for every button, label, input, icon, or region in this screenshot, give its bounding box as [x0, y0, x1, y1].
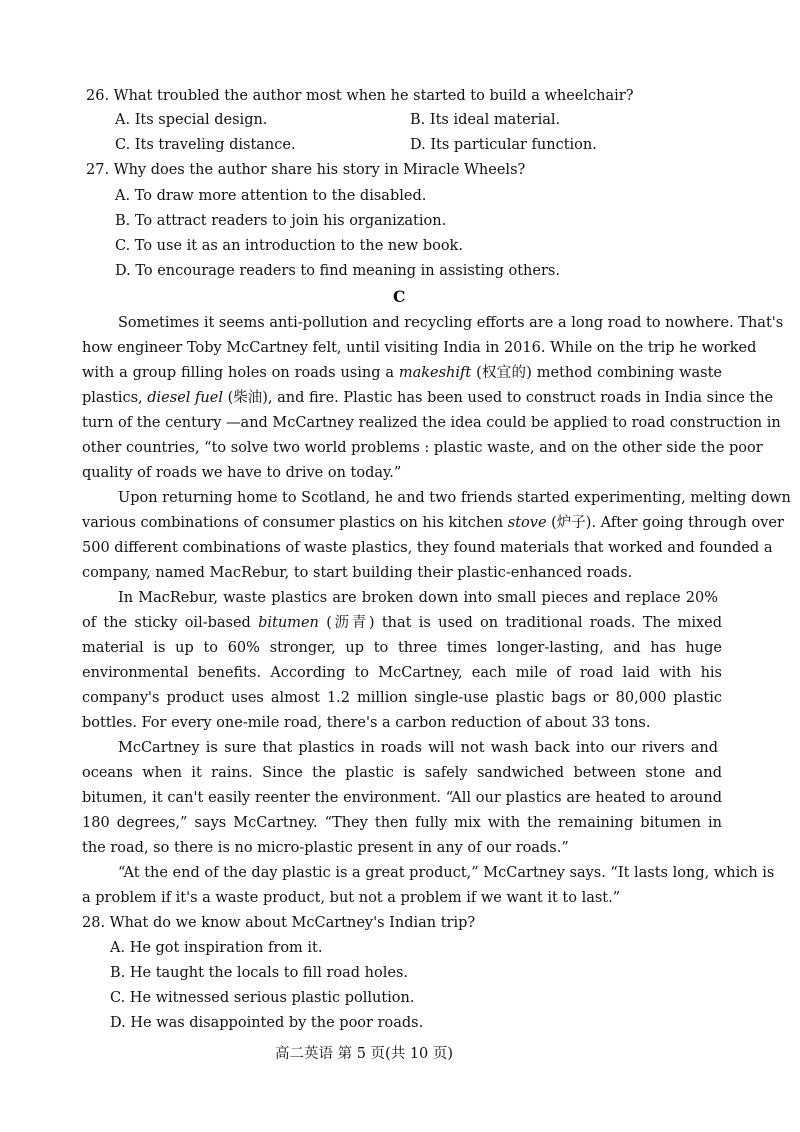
term-makeshift: makeshift [398, 365, 472, 381]
passage-p2-line3: 500 different combinations of waste plastics, they found materials that worked and founded a [82, 540, 773, 556]
passage-p4-line4: 180 degrees,” says McCartney. “They then fully mix with the remaining bitumen in [82, 815, 722, 831]
passage-p1-line5: turn of the century —and McCartney realized the idea could be applied to road construction in [82, 415, 781, 431]
question-28-option-c: C. He witnessed serious plastic pollution. [110, 990, 415, 1006]
question-28-stem: 28. What do we know about McCartney's Indian trip? [82, 915, 476, 931]
passage-p2-line2: various combinations of consumer plastics on his kitchen stove (炉子). After going through over [82, 515, 784, 531]
question-26-option-c: C. Its traveling distance. [115, 137, 296, 153]
passage-p4-line5: the road, so there is no micro-plastic present in any of our roads.” [82, 840, 569, 856]
passage-p1-line3: with a group filling holes on roads using a makeshift (权宜的) method combining waste [82, 365, 723, 381]
passage-p3-line2: of the sticky oil-based bitumen (沥青) that is used on traditional roads. The mixed [82, 615, 723, 631]
question-27-stem: 27. Why does the author share his story in Miracle Wheels? [86, 162, 526, 178]
passage-p3-line1: In MacRebur, waste plastics are broken down into small pieces and replace 20% [118, 590, 718, 606]
term-stove: stove [507, 515, 547, 531]
passage-p1-line2: how engineer Toby McCartney felt, until visiting India in 2016. While on the trip he worked [82, 340, 757, 356]
question-27-option-a: A. To draw more attention to the disabled. [115, 188, 427, 204]
question-27-option-d: D. To encourage readers to find meaning in assisting others. [115, 263, 560, 279]
passage-p4-line3: bitumen, it can't easily reenter the environment. “All our plastics are heated to around [82, 790, 722, 806]
question-28-option-a: A. He got inspiration from it. [110, 940, 323, 956]
passage-p4-line2: oceans when it rains. Since the plastic is safely sandwiched between stone and [82, 765, 722, 781]
passage-p4-line1: McCartney is sure that plastics in roads will not wash back into our rivers and [118, 740, 718, 756]
passage-p1-line6: other countries, “to solve two world problems : plastic waste, and on the other side the poor [82, 440, 763, 456]
question-26-option-d: D. Its particular function. [410, 137, 597, 153]
passage-p3-line5: company's product uses almost 1.2 million single-use plastic bags or 80,000 plastic [82, 690, 722, 706]
question-26-option-b: B. Its ideal material. [410, 112, 561, 128]
section-c-heading: C [393, 287, 406, 306]
passage-p3-line3: material is up to 60% stronger, up to three times longer-lasting, and has huge [82, 640, 722, 656]
question-28-option-b: B. He taught the locals to fill road holes. [110, 965, 409, 981]
passage-p1-line7: quality of roads we have to drive on today.” [82, 465, 402, 481]
passage-p2-line4: company, named MacRebur, to start building their plastic-enhanced roads. [82, 565, 633, 581]
passage-p3-line4: environmental benefits. According to McCartney, each mile of road laid with his [82, 665, 722, 681]
question-27-option-b: B. To attract readers to join his organization. [115, 213, 447, 229]
term-bitumen: bitumen [258, 615, 319, 631]
question-26-option-a: A. Its special design. [115, 112, 268, 128]
passage-p3-line6: bottles. For every one-mile road, there's a carbon reduction of about 33 tons. [82, 715, 651, 731]
passage-p2-line1: Upon returning home to Scotland, he and two friends started experimenting, melting down [118, 490, 791, 506]
term-diesel-fuel: diesel fuel [147, 390, 223, 406]
passage-p1-line1: Sometimes it seems anti-pollution and recycling efforts are a long road to nowhere. That's [118, 315, 784, 331]
page-footer: 高二英语 第 5 页(共 10 页) [275, 1046, 454, 1062]
passage-p5-line2: a problem if it's a waste product, but not a problem if we want it to last.” [82, 890, 621, 906]
passage-p1-line4: plastics, diesel fuel (柴油), and fire. Plastic has been used to construct roads in India since the [82, 390, 774, 406]
passage-p5-line1: “At the end of the day plastic is a great product,” McCartney says. “It lasts long, which is [118, 865, 775, 881]
question-28-option-d: D. He was disappointed by the poor roads. [110, 1015, 424, 1031]
question-27-option-c: C. To use it as an introduction to the new book. [115, 238, 463, 254]
question-26-stem: 26. What troubled the author most when he started to build a wheelchair? [86, 88, 634, 104]
